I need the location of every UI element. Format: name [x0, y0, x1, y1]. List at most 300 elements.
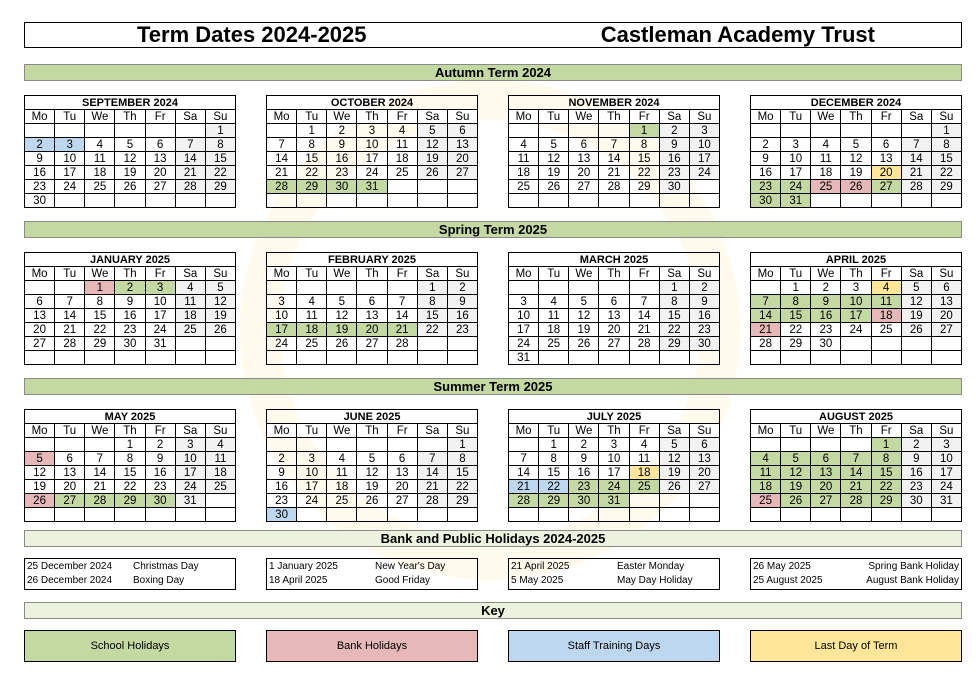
- empty-cell: [871, 508, 901, 522]
- day-cell: 1: [659, 281, 689, 295]
- day-cell: 9: [901, 452, 931, 466]
- day-cell: 16: [569, 466, 599, 480]
- day-cell: 19: [205, 309, 235, 323]
- day-cell: 21: [175, 166, 205, 180]
- empty-cell: [357, 508, 387, 522]
- day-cell: 26: [357, 494, 387, 508]
- holiday-box: [750, 558, 962, 590]
- weekday-header: Su: [689, 267, 719, 281]
- empty-cell: [931, 337, 961, 351]
- day-cell: 4: [811, 138, 841, 152]
- day-cell: 3: [689, 124, 719, 138]
- day-cell: 12: [659, 452, 689, 466]
- day-cell: 2: [659, 124, 689, 138]
- empty-cell: [357, 281, 387, 295]
- day-cell: 11: [205, 452, 235, 466]
- empty-cell: [751, 508, 781, 522]
- day-cell: 17: [297, 480, 327, 494]
- empty-cell: [871, 337, 901, 351]
- day-cell: 22: [85, 323, 115, 337]
- day-cell: 1: [297, 124, 327, 138]
- empty-cell: [175, 337, 205, 351]
- empty-cell: [447, 180, 477, 194]
- day-cell: 27: [145, 180, 175, 194]
- day-cell: 28: [901, 180, 931, 194]
- day-cell: 4: [205, 438, 235, 452]
- day-cell: 9: [327, 138, 357, 152]
- empty-cell: [85, 124, 115, 138]
- day-cell: 10: [175, 452, 205, 466]
- day-cell: 28: [55, 337, 85, 351]
- day-cell: 30: [115, 337, 145, 351]
- empty-cell: [357, 438, 387, 452]
- title-bar: [24, 22, 962, 48]
- day-cell: 15: [659, 309, 689, 323]
- day-cell: 18: [387, 152, 417, 166]
- weekday-header: Th: [115, 267, 145, 281]
- month-calendar: [266, 409, 478, 522]
- day-cell: 30: [901, 494, 931, 508]
- day-cell: 19: [327, 323, 357, 337]
- empty-cell: [509, 508, 539, 522]
- day-cell: 2: [447, 281, 477, 295]
- day-cell: 30: [145, 494, 175, 508]
- day-cell: 23: [447, 323, 477, 337]
- weekday-header: Su: [205, 110, 235, 124]
- empty-cell: [629, 494, 659, 508]
- day-cell: 6: [387, 452, 417, 466]
- day-cell: 28: [417, 494, 447, 508]
- day-cell: 5: [659, 438, 689, 452]
- day-cell: 12: [205, 295, 235, 309]
- empty-cell: [931, 194, 961, 208]
- day-cell: 7: [55, 295, 85, 309]
- weekday-header: Th: [599, 110, 629, 124]
- day-cell: 13: [931, 295, 961, 309]
- day-cell: 6: [689, 438, 719, 452]
- day-cell: 25: [751, 494, 781, 508]
- day-cell: 29: [931, 180, 961, 194]
- day-cell: 13: [145, 152, 175, 166]
- holiday-name: Christmas Day: [133, 561, 199, 572]
- weekday-header: Fr: [629, 424, 659, 438]
- empty-cell: [55, 194, 85, 208]
- empty-cell: [145, 194, 175, 208]
- day-cell: 29: [539, 494, 569, 508]
- day-cell: 31: [931, 494, 961, 508]
- day-cell: 22: [115, 480, 145, 494]
- day-cell: 20: [387, 480, 417, 494]
- day-cell: 12: [327, 309, 357, 323]
- day-cell: 11: [85, 152, 115, 166]
- day-cell: 25: [387, 166, 417, 180]
- empty-cell: [205, 494, 235, 508]
- day-cell: 31: [357, 180, 387, 194]
- day-cell: 10: [297, 466, 327, 480]
- day-cell: 25: [539, 337, 569, 351]
- weekday-header: Tu: [781, 110, 811, 124]
- day-cell: 23: [811, 323, 841, 337]
- day-cell: 15: [539, 466, 569, 480]
- day-cell: 9: [689, 295, 719, 309]
- day-cell: 7: [417, 452, 447, 466]
- day-cell: 22: [931, 166, 961, 180]
- empty-cell: [841, 337, 871, 351]
- weekday-header: We: [811, 424, 841, 438]
- day-cell: 29: [297, 180, 327, 194]
- day-cell: 14: [841, 466, 871, 480]
- weekday-header: Su: [689, 424, 719, 438]
- weekday-header: We: [327, 267, 357, 281]
- empty-cell: [145, 124, 175, 138]
- holiday-row: [753, 574, 959, 588]
- day-cell: 17: [931, 466, 961, 480]
- day-cell: 2: [145, 438, 175, 452]
- day-cell: 8: [629, 138, 659, 152]
- empty-cell: [387, 351, 417, 365]
- month-name: DECEMBER 2024: [751, 96, 962, 110]
- day-cell: 24: [55, 180, 85, 194]
- empty-cell: [629, 194, 659, 208]
- empty-cell: [357, 351, 387, 365]
- empty-cell: [841, 508, 871, 522]
- day-cell: 25: [85, 180, 115, 194]
- empty-cell: [387, 180, 417, 194]
- day-cell: 8: [539, 452, 569, 466]
- month-calendar: [24, 95, 236, 208]
- weekday-header: Tu: [297, 267, 327, 281]
- empty-cell: [931, 351, 961, 365]
- day-cell: 6: [25, 295, 55, 309]
- weekday-header: We: [569, 267, 599, 281]
- holiday-name: Spring Bank Holiday: [868, 561, 959, 572]
- holiday-name: Good Friday: [375, 575, 431, 586]
- day-cell: 14: [387, 309, 417, 323]
- day-cell: 1: [447, 438, 477, 452]
- day-cell: 25: [175, 323, 205, 337]
- empty-cell: [751, 438, 781, 452]
- day-cell: 14: [751, 309, 781, 323]
- day-cell: 27: [871, 180, 901, 194]
- day-cell: 17: [357, 152, 387, 166]
- day-cell: 21: [509, 480, 539, 494]
- day-cell: 29: [659, 337, 689, 351]
- day-cell: 28: [629, 337, 659, 351]
- day-cell: 21: [751, 323, 781, 337]
- empty-cell: [55, 351, 85, 365]
- month-name: NOVEMBER 2024: [509, 96, 720, 110]
- day-cell: 16: [751, 166, 781, 180]
- day-cell: 11: [629, 452, 659, 466]
- day-cell: 22: [659, 323, 689, 337]
- day-cell: 6: [871, 138, 901, 152]
- day-cell: 23: [751, 180, 781, 194]
- day-cell: 10: [931, 452, 961, 466]
- day-cell: 7: [751, 295, 781, 309]
- empty-cell: [25, 124, 55, 138]
- day-cell: 2: [901, 438, 931, 452]
- day-cell: 17: [689, 152, 719, 166]
- day-cell: 7: [85, 452, 115, 466]
- holiday-date: 26 December 2024: [27, 575, 113, 586]
- day-cell: 24: [267, 337, 297, 351]
- day-cell: 7: [175, 138, 205, 152]
- day-cell: 17: [509, 323, 539, 337]
- day-cell: 3: [931, 438, 961, 452]
- holiday-date: 21 April 2025: [511, 561, 570, 572]
- empty-cell: [689, 351, 719, 365]
- day-cell: 16: [689, 309, 719, 323]
- day-cell: 9: [659, 138, 689, 152]
- weekday-header: We: [85, 110, 115, 124]
- day-cell: 8: [115, 452, 145, 466]
- day-cell: 6: [447, 124, 477, 138]
- day-cell: 1: [629, 124, 659, 138]
- empty-cell: [387, 508, 417, 522]
- day-cell: 30: [689, 337, 719, 351]
- weekday-header: Mo: [25, 424, 55, 438]
- holiday-name: August Bank Holiday: [866, 575, 959, 586]
- day-cell: 22: [539, 480, 569, 494]
- day-cell: 5: [781, 452, 811, 466]
- day-cell: 16: [659, 152, 689, 166]
- day-cell: 7: [599, 138, 629, 152]
- day-cell: 27: [689, 480, 719, 494]
- empty-cell: [417, 337, 447, 351]
- weekday-header: Fr: [387, 424, 417, 438]
- day-cell: 14: [175, 152, 205, 166]
- month-calendar: [24, 252, 236, 365]
- day-cell: 11: [811, 152, 841, 166]
- empty-cell: [569, 508, 599, 522]
- empty-cell: [327, 281, 357, 295]
- day-cell: 4: [539, 295, 569, 309]
- empty-cell: [115, 351, 145, 365]
- day-cell: 27: [55, 494, 85, 508]
- summer-term-heading: Summer Term 2025: [24, 378, 962, 395]
- day-cell: 16: [811, 309, 841, 323]
- day-cell: 14: [85, 466, 115, 480]
- day-cell: 26: [901, 323, 931, 337]
- day-cell: 15: [447, 466, 477, 480]
- day-cell: 13: [811, 466, 841, 480]
- day-cell: 20: [25, 323, 55, 337]
- day-cell: 20: [55, 480, 85, 494]
- day-cell: 5: [569, 295, 599, 309]
- day-cell: 11: [387, 138, 417, 152]
- empty-cell: [387, 281, 417, 295]
- weekday-header: Tu: [297, 110, 327, 124]
- day-cell: 4: [751, 452, 781, 466]
- empty-cell: [901, 194, 931, 208]
- holiday-date: 5 May 2025: [511, 575, 564, 586]
- day-cell: 21: [841, 480, 871, 494]
- day-cell: 23: [25, 180, 55, 194]
- empty-cell: [539, 124, 569, 138]
- empty-cell: [509, 438, 539, 452]
- empty-cell: [569, 194, 599, 208]
- day-cell: 21: [85, 480, 115, 494]
- day-cell: 15: [417, 309, 447, 323]
- weekday-header: Su: [689, 110, 719, 124]
- empty-cell: [175, 508, 205, 522]
- holiday-date: 25 August 2025: [753, 575, 823, 586]
- weekday-header: Sa: [901, 424, 931, 438]
- day-cell: 1: [115, 438, 145, 452]
- day-cell: 31: [175, 494, 205, 508]
- empty-cell: [267, 124, 297, 138]
- day-cell: 9: [145, 452, 175, 466]
- empty-cell: [811, 351, 841, 365]
- day-cell: 9: [751, 152, 781, 166]
- day-cell: 4: [509, 138, 539, 152]
- day-cell: 1: [85, 281, 115, 295]
- empty-cell: [85, 194, 115, 208]
- organisation-name: Castleman Academy Trust: [600, 22, 875, 47]
- day-cell: 17: [267, 323, 297, 337]
- day-cell: 23: [569, 480, 599, 494]
- day-cell: 28: [599, 180, 629, 194]
- day-cell: 11: [539, 309, 569, 323]
- day-cell: 4: [387, 124, 417, 138]
- day-cell: 16: [145, 466, 175, 480]
- day-cell: 20: [811, 480, 841, 494]
- day-cell: 2: [751, 138, 781, 152]
- empty-cell: [509, 281, 539, 295]
- day-cell: 30: [267, 508, 297, 522]
- key-item: Bank Holidays: [266, 630, 478, 662]
- weekday-header: Sa: [901, 110, 931, 124]
- weekday-header: We: [811, 267, 841, 281]
- day-cell: 7: [267, 138, 297, 152]
- empty-cell: [175, 194, 205, 208]
- empty-cell: [55, 281, 85, 295]
- empty-cell: [357, 194, 387, 208]
- day-cell: 18: [175, 309, 205, 323]
- day-cell: 23: [901, 480, 931, 494]
- empty-cell: [689, 194, 719, 208]
- day-cell: 25: [629, 480, 659, 494]
- day-cell: 2: [115, 281, 145, 295]
- holiday-name: May Day Holiday: [617, 575, 693, 586]
- holiday-row: [27, 560, 233, 574]
- empty-cell: [25, 351, 55, 365]
- empty-cell: [659, 194, 689, 208]
- day-cell: 18: [811, 166, 841, 180]
- weekday-header: Tu: [781, 424, 811, 438]
- empty-cell: [55, 124, 85, 138]
- day-cell: 6: [569, 138, 599, 152]
- day-cell: 14: [901, 152, 931, 166]
- day-cell: 20: [145, 166, 175, 180]
- empty-cell: [267, 281, 297, 295]
- weekday-header: Tu: [781, 267, 811, 281]
- day-cell: 15: [297, 152, 327, 166]
- day-cell: 23: [267, 494, 297, 508]
- empty-cell: [871, 194, 901, 208]
- weekday-header: Su: [931, 267, 961, 281]
- day-cell: 8: [871, 452, 901, 466]
- day-cell: 3: [841, 281, 871, 295]
- autumn-term-heading: Autumn Term 2024: [24, 64, 962, 81]
- empty-cell: [539, 351, 569, 365]
- empty-cell: [901, 508, 931, 522]
- key-item: Staff Training Days: [508, 630, 720, 662]
- day-cell: 5: [417, 124, 447, 138]
- empty-cell: [811, 194, 841, 208]
- day-cell: 18: [509, 166, 539, 180]
- day-cell: 8: [205, 138, 235, 152]
- day-cell: 31: [509, 351, 539, 365]
- day-cell: 22: [781, 323, 811, 337]
- day-cell: 26: [569, 337, 599, 351]
- day-cell: 2: [811, 281, 841, 295]
- empty-cell: [55, 508, 85, 522]
- day-cell: 10: [509, 309, 539, 323]
- weekday-header: Mo: [509, 110, 539, 124]
- day-cell: 9: [25, 152, 55, 166]
- empty-cell: [781, 508, 811, 522]
- day-cell: 10: [689, 138, 719, 152]
- day-cell: 1: [781, 281, 811, 295]
- day-cell: 3: [175, 438, 205, 452]
- empty-cell: [417, 438, 447, 452]
- empty-cell: [145, 351, 175, 365]
- day-cell: 17: [55, 166, 85, 180]
- empty-cell: [781, 351, 811, 365]
- month-name: FEBRUARY 2025: [267, 253, 478, 267]
- day-cell: 25: [509, 180, 539, 194]
- weekday-header: Sa: [417, 110, 447, 124]
- empty-cell: [327, 508, 357, 522]
- weekday-header: Mo: [25, 110, 55, 124]
- day-cell: 31: [781, 194, 811, 208]
- day-cell: 9: [267, 466, 297, 480]
- day-cell: 6: [357, 295, 387, 309]
- day-cell: 5: [25, 452, 55, 466]
- day-cell: 2: [569, 438, 599, 452]
- month-name: JUNE 2025: [267, 410, 478, 424]
- weekday-header: Su: [447, 424, 477, 438]
- day-cell: 8: [659, 295, 689, 309]
- holiday-date: 25 December 2024: [27, 561, 113, 572]
- day-cell: 5: [327, 295, 357, 309]
- day-cell: 24: [509, 337, 539, 351]
- weekday-header: Fr: [871, 110, 901, 124]
- day-cell: 26: [327, 337, 357, 351]
- day-cell: 23: [689, 323, 719, 337]
- weekday-header: Tu: [55, 110, 85, 124]
- day-cell: 7: [901, 138, 931, 152]
- day-cell: 3: [599, 438, 629, 452]
- day-cell: 29: [205, 180, 235, 194]
- day-cell: 17: [145, 309, 175, 323]
- day-cell: 24: [931, 480, 961, 494]
- day-cell: 9: [447, 295, 477, 309]
- empty-cell: [569, 281, 599, 295]
- day-cell: 18: [751, 480, 781, 494]
- day-cell: 21: [599, 166, 629, 180]
- holiday-box: [508, 558, 720, 590]
- empty-cell: [781, 124, 811, 138]
- empty-cell: [115, 124, 145, 138]
- page-title: Term Dates 2024-2025: [137, 22, 367, 47]
- weekday-header: Fr: [145, 424, 175, 438]
- day-cell: 7: [387, 295, 417, 309]
- day-cell: 5: [357, 452, 387, 466]
- empty-cell: [841, 438, 871, 452]
- day-cell: 19: [841, 166, 871, 180]
